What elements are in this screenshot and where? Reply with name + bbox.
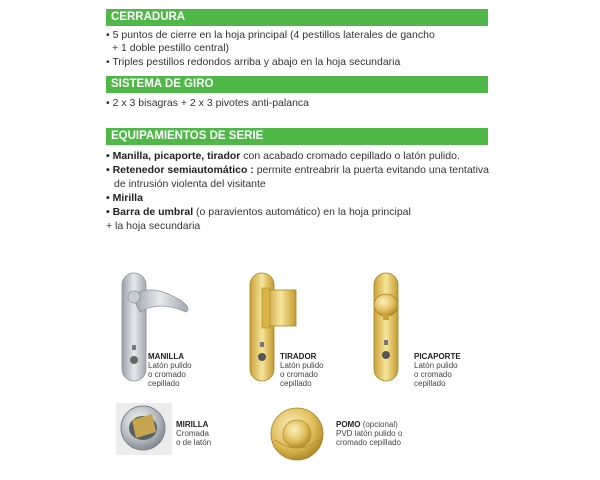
pomo-desc-2: cromado cepillado (336, 438, 401, 447)
equip-line-5-bold: • Barra de umbral (106, 206, 194, 218)
equip-line-1-bold: • Manilla, picaporte, tirador (106, 150, 241, 162)
picaporte-desc-1: Latón pulido (414, 361, 458, 370)
tirador-title: TIRADOR (280, 352, 317, 361)
pomo-desc-1: PVD latón pulido o (336, 429, 403, 438)
knob-icon (271, 408, 323, 460)
picaporte-caption (414, 352, 461, 388)
equip-line-2-text: permite entreabrir la puerta evitando una tentativa (253, 164, 490, 176)
picaporte-desc-3: cepillado (414, 379, 446, 388)
tirador-desc-2: o cromado (280, 370, 318, 379)
manilla-desc-1: Latón pulido (148, 361, 192, 370)
mirilla-caption (176, 420, 211, 447)
equip-line-1-text: con acabado cromado cepillado o latón pulido. (240, 150, 460, 162)
cerradura-line-2: + 1 doble pestillo central) (112, 42, 230, 54)
section-header-equipamientos: EQUIPAMIENTOS DE SERIE (106, 128, 488, 145)
picaporte-desc-2: o cromado (414, 370, 452, 379)
manilla-caption (148, 352, 192, 388)
pomo-title: POMO (336, 420, 361, 429)
tirador-desc-3: cepillado (280, 379, 312, 388)
pomo-optional: (opcional) (362, 420, 398, 429)
cerradura-line-3: • Triples pestillos redondos arriba y abajo en la hoja secundaria (106, 56, 401, 68)
manilla-desc-3: cepillado (148, 379, 180, 388)
section-header-cerradura: CERRADURA (106, 9, 488, 26)
equip-line-5-text: (o paravientos automático) en la hoja principal (193, 206, 411, 218)
manilla-title: MANILLA (148, 352, 184, 361)
equip-line-2-bold: • Retenedor semiautomático : (106, 164, 254, 176)
pomo-caption (336, 420, 402, 447)
section-header-sistema-de-giro: SISTEMA DE GIRO (106, 76, 488, 93)
equip-line-3-text: de intrusión violenta del visitante (114, 178, 266, 190)
mirilla-desc-2: o de latón (176, 438, 212, 447)
equip-line-4-bold: • Mirilla (106, 192, 143, 204)
pomo-title-row (336, 420, 402, 429)
knob-handle-icon (374, 273, 398, 381)
equip-line-6-text: + la hoja secundaria (106, 220, 201, 232)
cerradura-line-1: • 5 puntos de cierre en la hoja principal (4 pestillos laterales de gancho (106, 29, 435, 41)
manilla-desc-2: o cromado (148, 370, 186, 379)
giro-line-1: • 2 x 3 bisagras + 2 x 3 pivotes anti-palanca (106, 97, 310, 109)
peephole-icon (116, 403, 172, 455)
tirador-desc-1: Latón pulido (280, 361, 324, 370)
mirilla-desc-1: Cromada (176, 429, 209, 438)
mirilla-title: MIRILLA (176, 420, 209, 429)
tirador-caption (280, 352, 324, 388)
picaporte-title: PICAPORTE (414, 352, 461, 361)
